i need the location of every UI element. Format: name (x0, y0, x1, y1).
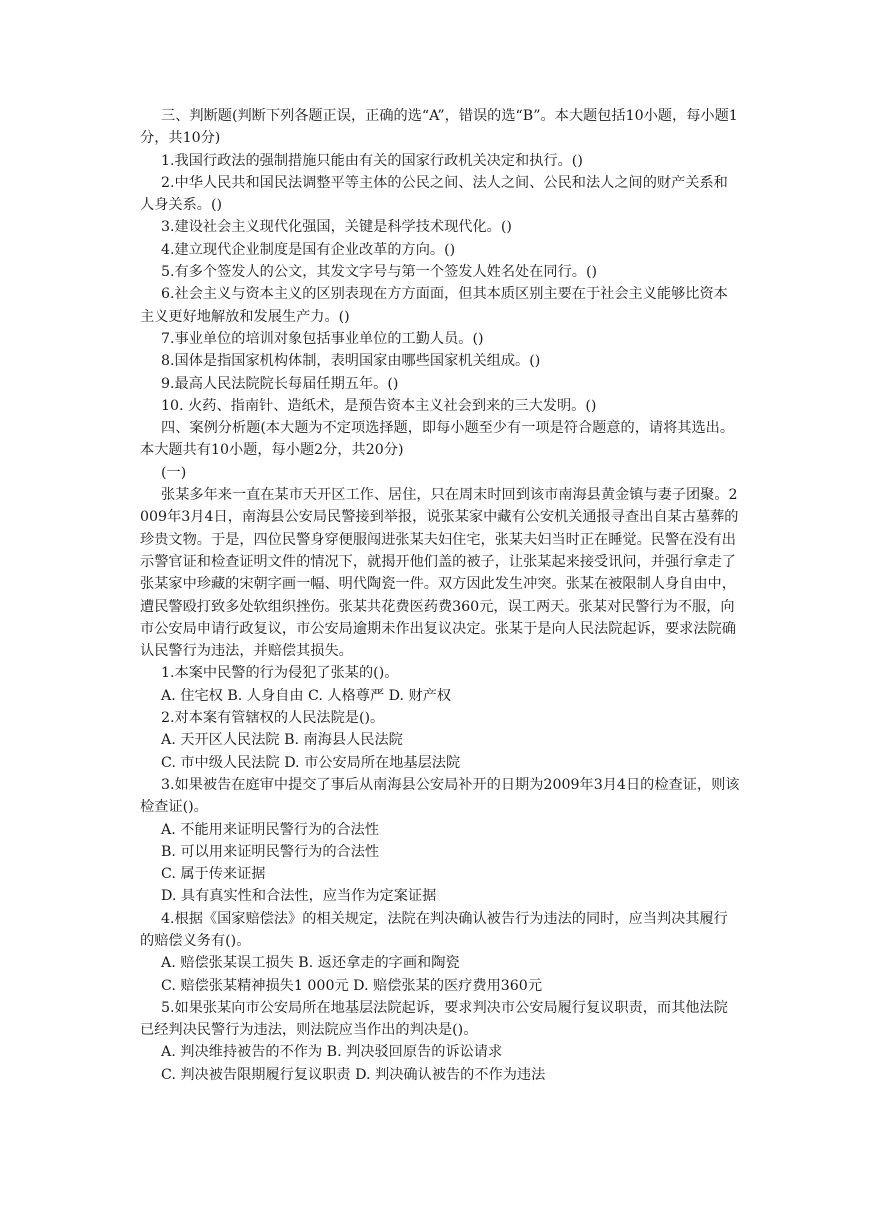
question-2-options-line-1: A. 天开区人民法院 B. 南海县人民法院 (161, 732, 403, 749)
question-3-option-b: B. 可以用来证明民警行为的合法性 (161, 843, 380, 860)
question-1-options-line-1: A. 住宅权 B. 人身自由 C. 人格尊严 D. 财产权 (161, 687, 452, 704)
judgment-item-8: 8.国体是指国家机构体制，表明国家由哪些国家机关组成。() (161, 353, 541, 370)
document-body (140, 105, 740, 1086)
question-5-options-line-2: C. 判决被告限期履行复议职责 D. 判决确认被告的不作为违法 (161, 1066, 546, 1083)
case-question-2: 2.对本案有管辖权的人民法院是()。 (161, 710, 385, 727)
section-3-heading: 三、判断题(判断下列各题正误，正确的选“A”，错误的选“B”。本大题包括10小题，每小题1分，共10分) (140, 108, 738, 147)
question-4-options-line-2: C. 赔偿张某精神损失1 000元 D. 赔偿张某的医疗费用360元 (161, 977, 543, 994)
case-question-5: 5.如果张某向市公安局所在地基层法院起诉，要求判决市公安局履行复议职责，而其他法院已经判决民警行为违法，则法院应当作出的判决是()。 (140, 999, 728, 1039)
question-3-option-a: A. 不能用来证明民警行为的合法性 (161, 821, 379, 838)
judgment-item-9: 9.最高人民法院院长每届任期五年。() (161, 375, 399, 392)
question-5-options-line-1: A. 判决维持被告的不作为 B. 判决驳回原告的诉讼请求 (161, 1044, 503, 1061)
question-4-options-line-1: A. 赔偿张某误工损失 B. 返还拿走的字画和陶瓷 (161, 955, 460, 972)
judgment-item-2: 2.中华人民共和国民法调整平等主体的公民之间、法人之间、公民和法人之间的财产关系和人身关系。() (140, 174, 728, 214)
judgment-item-7: 7.事业单位的培训对象包括事业单位的工勤人员。() (161, 330, 484, 347)
question-3-option-d: D. 具有真实性和合法性，应当作为定案证据 (161, 888, 437, 905)
case-question-4: 4.根据《国家赔偿法》的相关规定，法院在判决确认被告行为违法的同时，应当判决其履行的赔偿义务有()。 (140, 910, 728, 949)
case-label: (一) (161, 464, 187, 481)
case-text: 张某多年来一直在某市天开区工作、居住，只在周末时回到该市南海县黄金镇与妻子团聚。2009年3月4日，南海县公安局民警接到举报，说张某家中藏有公安机关通报寻查出自某古墓葬的珍贵文物。于是，四位民警身穿便服闯进张某夫妇住宅，张某夫妇当时正在睡觉。民警在没有出示警官证和检查证明文件的情况下，就揭开他们盖的被子，让张某起来接受讯问，并强行拿走了张某家中珍藏的宋朝字画一幅、明代陶瓷一件。双方因此发生冲突。张某在被限制人身自由中，遭民警殴打致多处软组织挫伤。张某共花费医药费360元，误工两天。张某对民警行为不服，向市公安局申请行政复议，市公安局逾期未作出复议决定。张某于是向人民法院起诉，要求法院确认民警行为违法，并赔偿其损失。 (140, 487, 739, 660)
section-4-heading: 四、案例分析题(本大题为不定项选择题，即每小题至少有一项是符合题意的，请将其选出。本大题共有10小题，每小题2分，共20分) (140, 420, 735, 459)
judgment-item-10: 10. 火药、指南针、造纸术，是预告资本主义社会到来的三大发明。() (161, 397, 597, 414)
case-question-1: 1.本案中民警的行为侵犯了张某的()。 (161, 665, 399, 682)
judgment-item-6: 6.社会主义与资本主义的区别表现在方方面面，但其本质区别主要在于社会主义能够比资本主义更好地解放和发展生产力。() (140, 286, 728, 325)
question-3-option-c: C. 属于传来证据 (161, 866, 266, 883)
judgment-item-1: 1.我国行政法的强制措施只能由有关的国家行政机关决定和执行。() (161, 152, 583, 169)
question-2-options-line-2: C. 市中级人民法院 D. 市公安局所在地基层法院 (161, 754, 461, 771)
judgment-item-3: 3.建设社会主义现代化强国，关键是科学技术现代化。() (161, 219, 512, 236)
case-question-3: 3.如果被告在庭审中提交了事后从南海县公安局补开的日期为2009年3月4日的检查证，则该检查证()。 (140, 776, 740, 816)
judgment-item-4: 4.建立现代企业制度是国有企业改革的方向。() (161, 241, 456, 258)
judgment-item-5: 5.有多个签发人的公文，其发文字号与第一个签发人姓名处在同行。() (161, 264, 598, 281)
